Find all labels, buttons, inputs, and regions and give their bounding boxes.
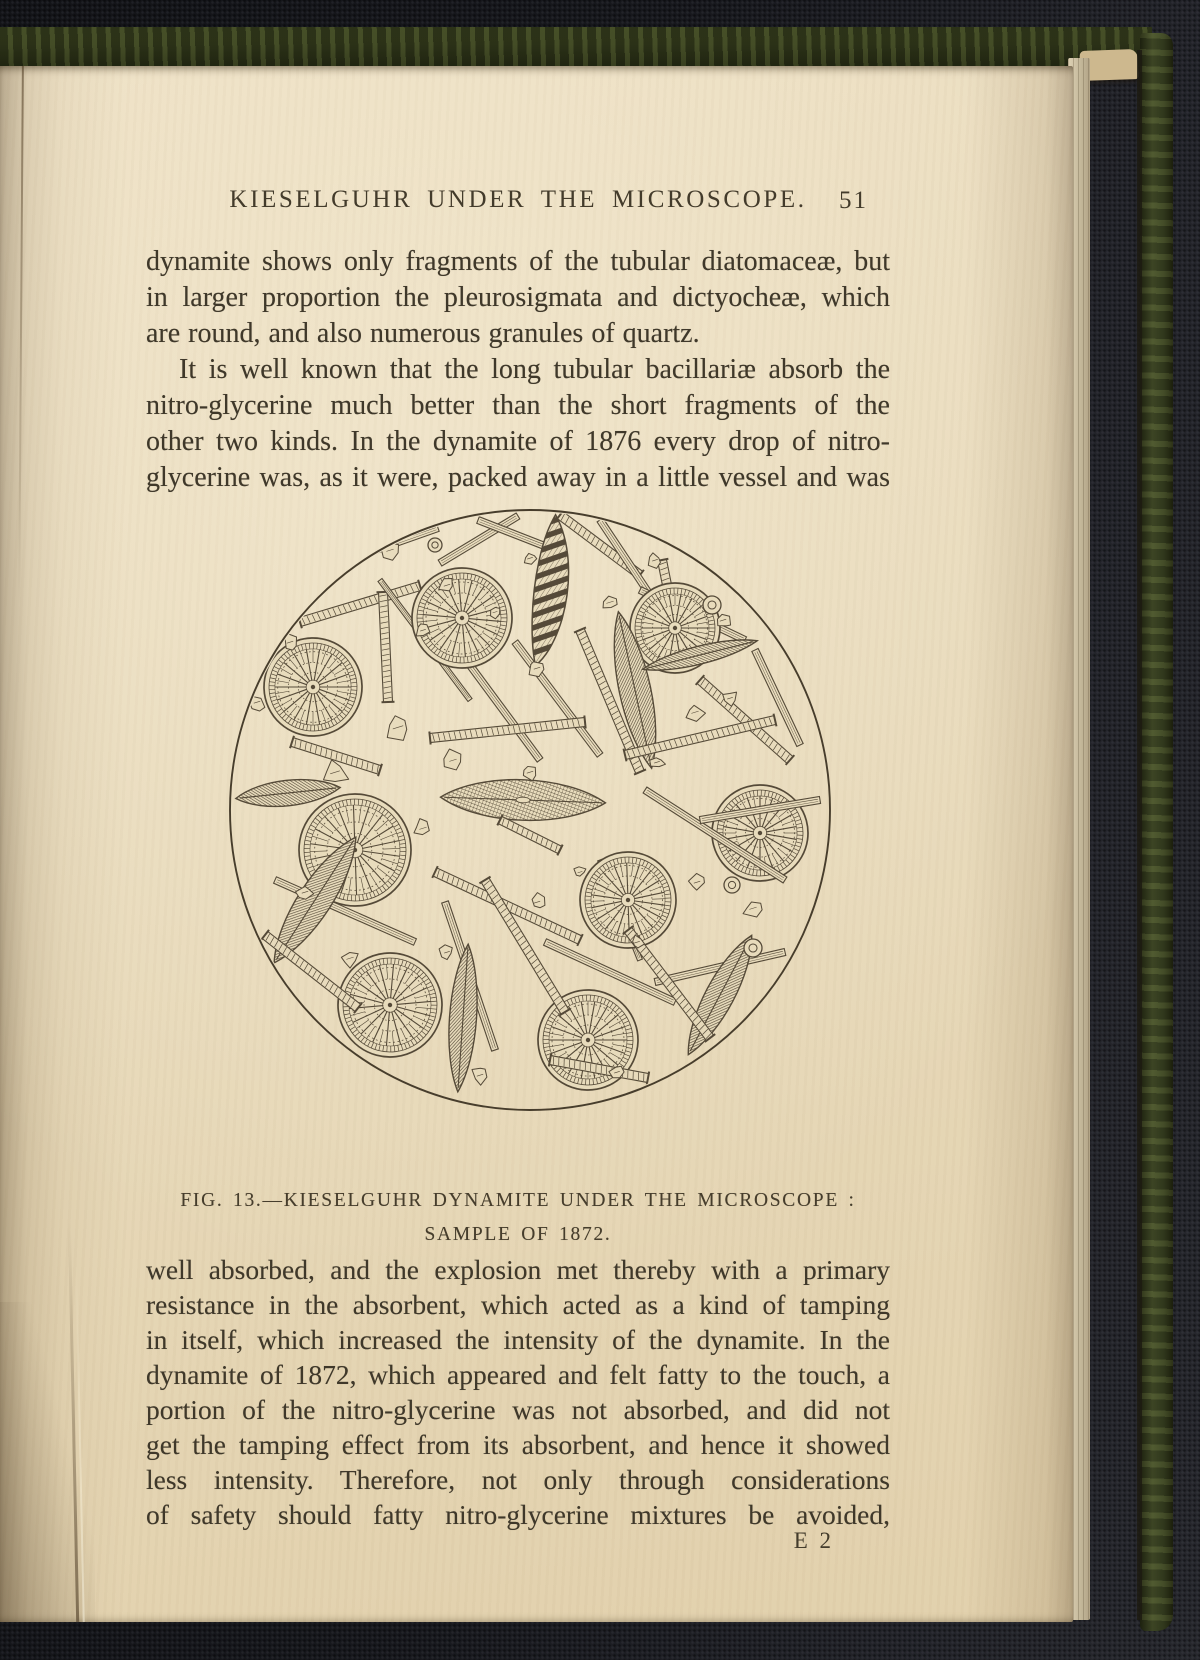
page-title: KIESELGUHR UNDER THE MICROSCOPE.: [229, 186, 807, 213]
kieselguhr-engraving: [210, 490, 850, 1130]
running-head: [146, 186, 890, 220]
text-line: are round, and also numerous granules of quartz.: [146, 318, 700, 349]
gutter-crease-top: [18, 66, 24, 606]
paragraph-block-bottom: [146, 1252, 890, 1532]
cover-gap-shadow: [1137, 50, 1142, 1620]
text-line: less intensity. Therefore, not only through considerations: [146, 1464, 890, 1495]
text-line: dynamite shows only fragments of the tubular diatomaceæ, but: [146, 246, 890, 277]
figure-microscope-view: [210, 490, 850, 1130]
page-edges-stack: [1085, 52, 1138, 1626]
text-line: of safety should fatty nitro-glycerine mixtures be avoided,: [146, 1499, 890, 1530]
signature-mark: E 2: [793, 1528, 834, 1553]
bottom-left-fold-shadow: [0, 1302, 95, 1622]
figure-caption: [146, 1184, 890, 1252]
text-line: resistance in the absorbent, which acted as a kind of tamping: [146, 1289, 890, 1320]
paragraph-block-top: [146, 244, 890, 496]
text-line: dynamite of 1872, which appeared and felt fatty to the touch, a: [146, 1359, 890, 1390]
caption-line: SAMPLE OF 1872.: [424, 1224, 612, 1245]
book-page: [0, 66, 1073, 1622]
text-line: well absorbed, and the explosion met thereby with a primary: [146, 1254, 890, 1285]
text-line: glycerine was, as it were, packed away in a little vessel and was: [146, 462, 890, 493]
caption-line: FIG. 13.—KIESELGUHR DYNAMITE UNDER THE MICROSCOPE :: [180, 1190, 856, 1211]
text-line: It is well known that the long tubular bacillariæ absorb the: [179, 354, 890, 385]
text-line: other two kinds. In the dynamite of 1876 every drop of nitro-: [146, 426, 890, 457]
text-line: nitro-glycerine much better than the short fragments of the: [146, 390, 890, 421]
text-line: in itself, which increased the intensity of the dynamite. In the: [146, 1324, 890, 1355]
book-cover-edge-top: [0, 27, 1152, 71]
text-line: get the tamping effect from its absorbent, and hence it showed: [146, 1429, 890, 1460]
text-line: in larger proportion the pleurosigmata and dictyocheæ, which: [146, 282, 890, 313]
book-cover-edge-right: [1140, 33, 1173, 1631]
page-number: 51: [839, 187, 868, 214]
text-line: portion of the nitro-glycerine was not absorbed, and did not: [146, 1394, 890, 1425]
